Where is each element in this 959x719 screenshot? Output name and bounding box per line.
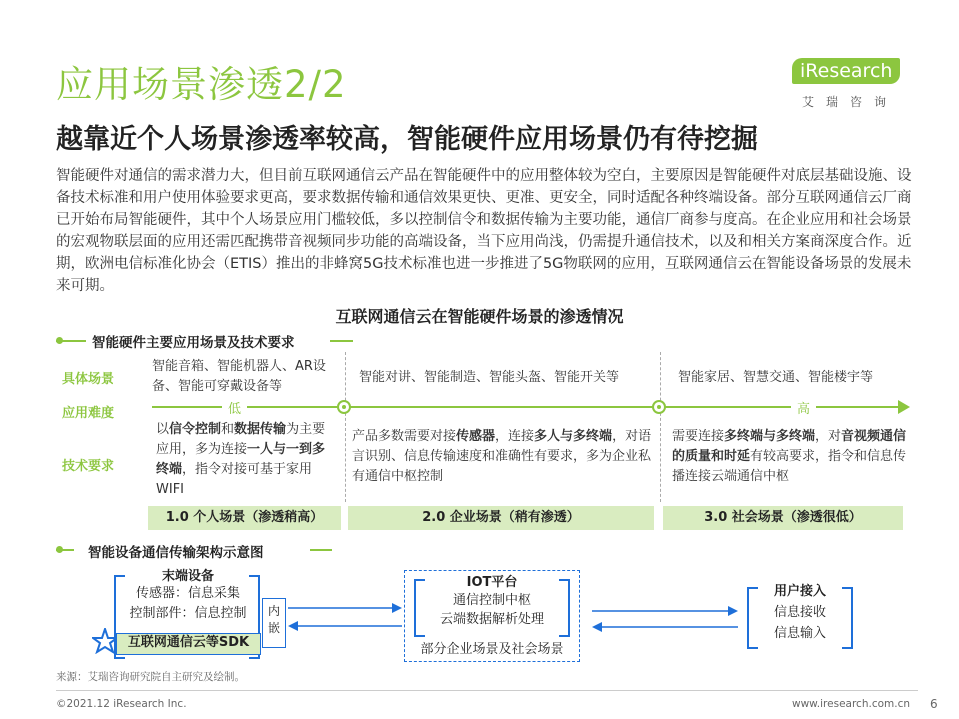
iot-line2: 云端数据解析处理 xyxy=(439,612,544,627)
user-title: 用户接入 xyxy=(773,584,826,599)
scene-enterprise: 智能对讲、智能制造、智能头盔、智能开关等 xyxy=(359,370,620,385)
user-line1: 信息接收 xyxy=(773,605,826,620)
iresearch-logo: iResearch xyxy=(792,58,900,84)
page-number: 6 xyxy=(930,697,938,711)
chart-title: 互联网通信云在智能硬件场景的渗透情况 xyxy=(335,307,624,326)
tech-enterprise: 产品多数需要对接传感器，连接多人与多终端，对语言识别、信息传输速度和准确性有要求，多为企业私有通信中枢控制 xyxy=(352,429,652,484)
section-line xyxy=(310,549,332,551)
user-line2: 信息输入 xyxy=(773,626,826,641)
embed-label: 内嵌 xyxy=(267,604,280,635)
column-divider xyxy=(345,352,346,502)
terminal-sensor: 传感器：信息采集 xyxy=(135,586,240,601)
terminal-title: 末端设备 xyxy=(161,569,214,584)
difficulty-arrow-line xyxy=(152,406,902,408)
iresearch-logo-cn: 艾瑞咨询 xyxy=(802,95,899,109)
terminal-control: 控制部件：信息控制 xyxy=(129,606,247,621)
bidirectional-arrow-icon xyxy=(592,604,738,634)
sdk-label: 互联网通信云等SDK xyxy=(127,635,250,650)
bidirectional-arrow-icon xyxy=(288,600,402,634)
stage-band-society: 3.0 社会场景（渗透很低） xyxy=(663,506,903,530)
copyright: ©2021.12 iResearch Inc. xyxy=(56,698,187,710)
star-icon xyxy=(92,628,118,654)
page-title: 应用场景渗透2/2 xyxy=(56,63,347,106)
row-label-scene: 具体场景 xyxy=(62,372,115,387)
difficulty-node xyxy=(337,400,351,414)
iot-caption: 部分企业场景及社会场景 xyxy=(420,642,564,657)
stage-band-enterprise: 2.0 企业场景（稍有渗透） xyxy=(348,506,654,530)
scene-society: 智能家居、智慧交通、智能楼宇等 xyxy=(678,370,874,385)
iot-title: IOT平台 xyxy=(466,575,518,590)
section1-heading: 智能硬件主要应用场景及技术要求 xyxy=(92,335,295,351)
tech-society: 需要连接多终端与多终端，对音视频通信的质量和时延有较高要求，指令和信息传播连接云端通信中枢 xyxy=(672,429,907,484)
iot-line1: 通信控制中枢 xyxy=(452,593,531,608)
tech-personal: 以信令控制和数据传输为主要应用，多为连接一人与一到多终端，指令对接可基于家用WIFI xyxy=(156,422,326,497)
scene-personal: 智能音箱、智能机器人、AR设备、智能可穿戴设备等 xyxy=(152,359,326,394)
section-line xyxy=(56,340,86,342)
difficulty-node xyxy=(652,400,666,414)
stage-band-personal: 1.0 个人场景（渗透稍高） xyxy=(148,506,341,530)
arrow-head-icon xyxy=(898,400,910,414)
section-line xyxy=(330,340,353,342)
row-label-tech: 技术要求 xyxy=(62,459,115,474)
footer-divider xyxy=(56,690,918,691)
section-line xyxy=(56,549,74,551)
page-subtitle: 越靠近个人场景渗透率较高，智能硬件应用场景仍有待挖掘 xyxy=(56,124,758,155)
section2-heading: 智能设备通信传输架构示意图 xyxy=(88,545,264,561)
website: www.iresearch.com.cn xyxy=(792,698,911,710)
column-divider xyxy=(660,352,661,502)
difficulty-high-label: 高 xyxy=(791,398,816,417)
row-label-difficulty: 应用难度 xyxy=(62,406,115,421)
source-note: 来源：艾瑞咨询研究院自主研究及绘制。 xyxy=(56,671,245,683)
difficulty-low-label: 低 xyxy=(222,398,247,417)
intro-paragraph: 智能硬件对通信的需求潜力大，但目前互联网通信云产品在智能硬件中的应用整体较为空白，主要原因是智能硬件对底层基础设施、设备技术标准和用户使用体验要求更高，要求数据传输和通信效果更快、更准、更安全，同时适配各种终端设备。部分互联网通信云厂商已开始布局智能硬件，其中个人场景应用门槛较低，多以控制信令和数据传输为主要功能，通信厂商参与度高。在企业应用和社会场景的宏观物联层面的应用还需匹配携带音视频同步功能的高端设备，当下应用尚浅，仍需提升通信技术，以及和相关方案商深度合作。近期，欧洲电信标准化协会（ETIS）推出的非蜂窝5G技术标准也进一步推进了5G物联网的应用，互联网通信云在智能设备场景的发展未来可期。 xyxy=(56,168,912,294)
